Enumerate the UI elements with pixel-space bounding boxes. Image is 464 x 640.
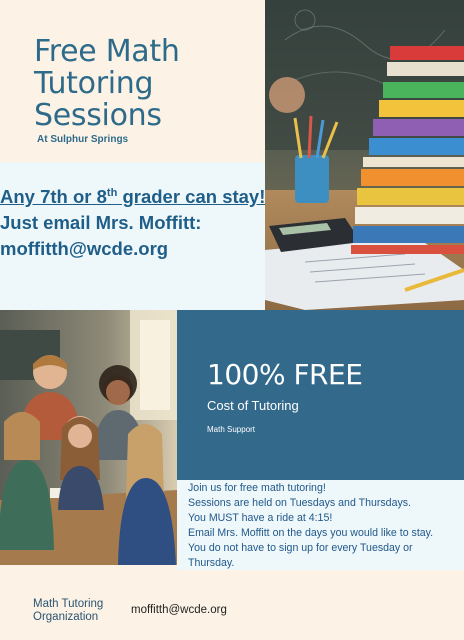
detail-line-1: Join us for free math tutoring! [188,482,326,494]
books-illustration [265,0,464,310]
free-tag: Math Support [207,425,256,434]
contact-email-link[interactable]: moffitth@wcde.org [0,238,169,259]
free-headline: 100% FREE [207,358,363,391]
page-title-line-2: Tutoring [34,66,154,101]
footer-org-line-2: Organization [33,611,99,623]
footer-organization [33,598,103,624]
contact-instruction: Just email Mrs. Moffitt: [0,212,202,233]
eligibility-text-b: grader can stay! [117,186,266,207]
books-photo [265,0,464,310]
eligibility-text-a: Any 7th or 8 [0,186,107,207]
classroom-illustration [0,310,177,565]
page-title-line-3: Sessions [34,98,162,133]
detail-line-3: You MUST have a ride at 4:15! [188,512,333,524]
ordinal-suffix: th [106,186,118,199]
footer-email-link[interactable]: moffitth@wcde.org [131,604,227,616]
eligibility-line [0,186,265,208]
detail-line-6: Thursday. [188,557,235,569]
free-panel [177,310,464,480]
footer-org-line-1: Math Tutoring [33,598,104,610]
page-title-line-1: Free Math [34,34,180,69]
free-subheadline: Cost of Tutoring [207,398,299,413]
title-block [0,0,265,160]
subtitle: At Sulphur Springs [37,134,129,145]
detail-line-4: Email Mrs. Moffitt on the days you would like to stay. [188,527,434,539]
detail-line-2: Sessions are held on Tuesdays and Thursdays. [188,497,411,509]
detail-line-5: You do not have to sign up for every Tuesday or [188,542,413,554]
details-panel [177,480,464,570]
eligibility-panel [0,162,265,310]
classroom-photo [0,310,177,565]
